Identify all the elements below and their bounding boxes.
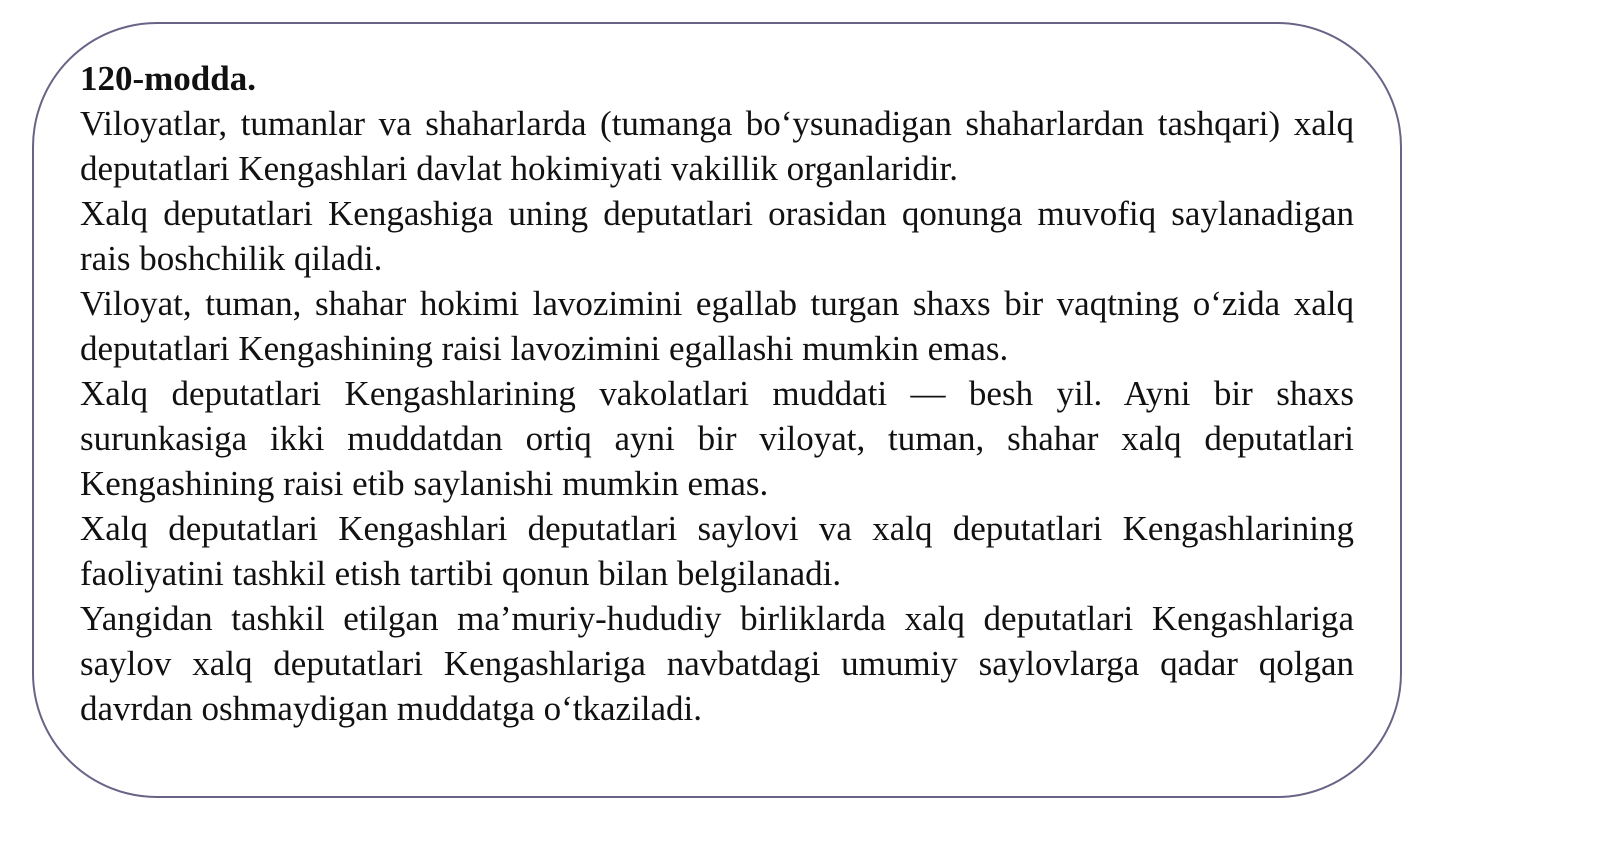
article-paragraph-4: Xalq deputatlari Kengashlarining vakolatlari muddati — besh yil. Ayni bir shaxs surunkasiga ikki muddatdan ortiq ayni bir viloyat, tuman, shahar xalq deputatlari Kengashining raisi etib saylanishi mumkin emas. <box>80 374 1354 503</box>
article-paragraph-5: Xalq deputatlari Kengashlari deputatlari saylovi va xalq deputatlari Kengashlarining faoliyatini tashkil etish tartibi qonun bilan belgilanadi. <box>80 509 1354 593</box>
article-text-block <box>80 56 1354 731</box>
article-title: 120-modda. <box>80 59 256 98</box>
article-paragraph-6: Yangidan tashkil etilgan ma’muriy-hududiy birliklarda xalq deputatlari Kengashlariga saylov xalq deputatlari Kengashlariga navbatdagi umumiy saylovlarga qadar qolgan davrdan oshmaydigan muddatga o‘tkaziladi. <box>80 599 1354 728</box>
article-paragraph-3: Viloyat, tuman, shahar hokimi lavozimini egallab turgan shaxs bir vaqtning o‘zida xalq deputatlari Kengashining raisi lavozimini egallashi mumkin emas. <box>80 284 1354 368</box>
article-paragraph-2: Xalq deputatlari Kengashiga uning deputatlari orasidan qonunga muvofiq saylanadigan rais boshchilik qiladi. <box>80 194 1354 278</box>
article-paragraph-1: Viloyatlar, tumanlar va shaharlarda (tumanga bo‘ysunadigan shaharlardan tashqari) xalq deputatlari Kengashlari davlat hokimiyati vakillik organlaridir. <box>80 104 1354 188</box>
